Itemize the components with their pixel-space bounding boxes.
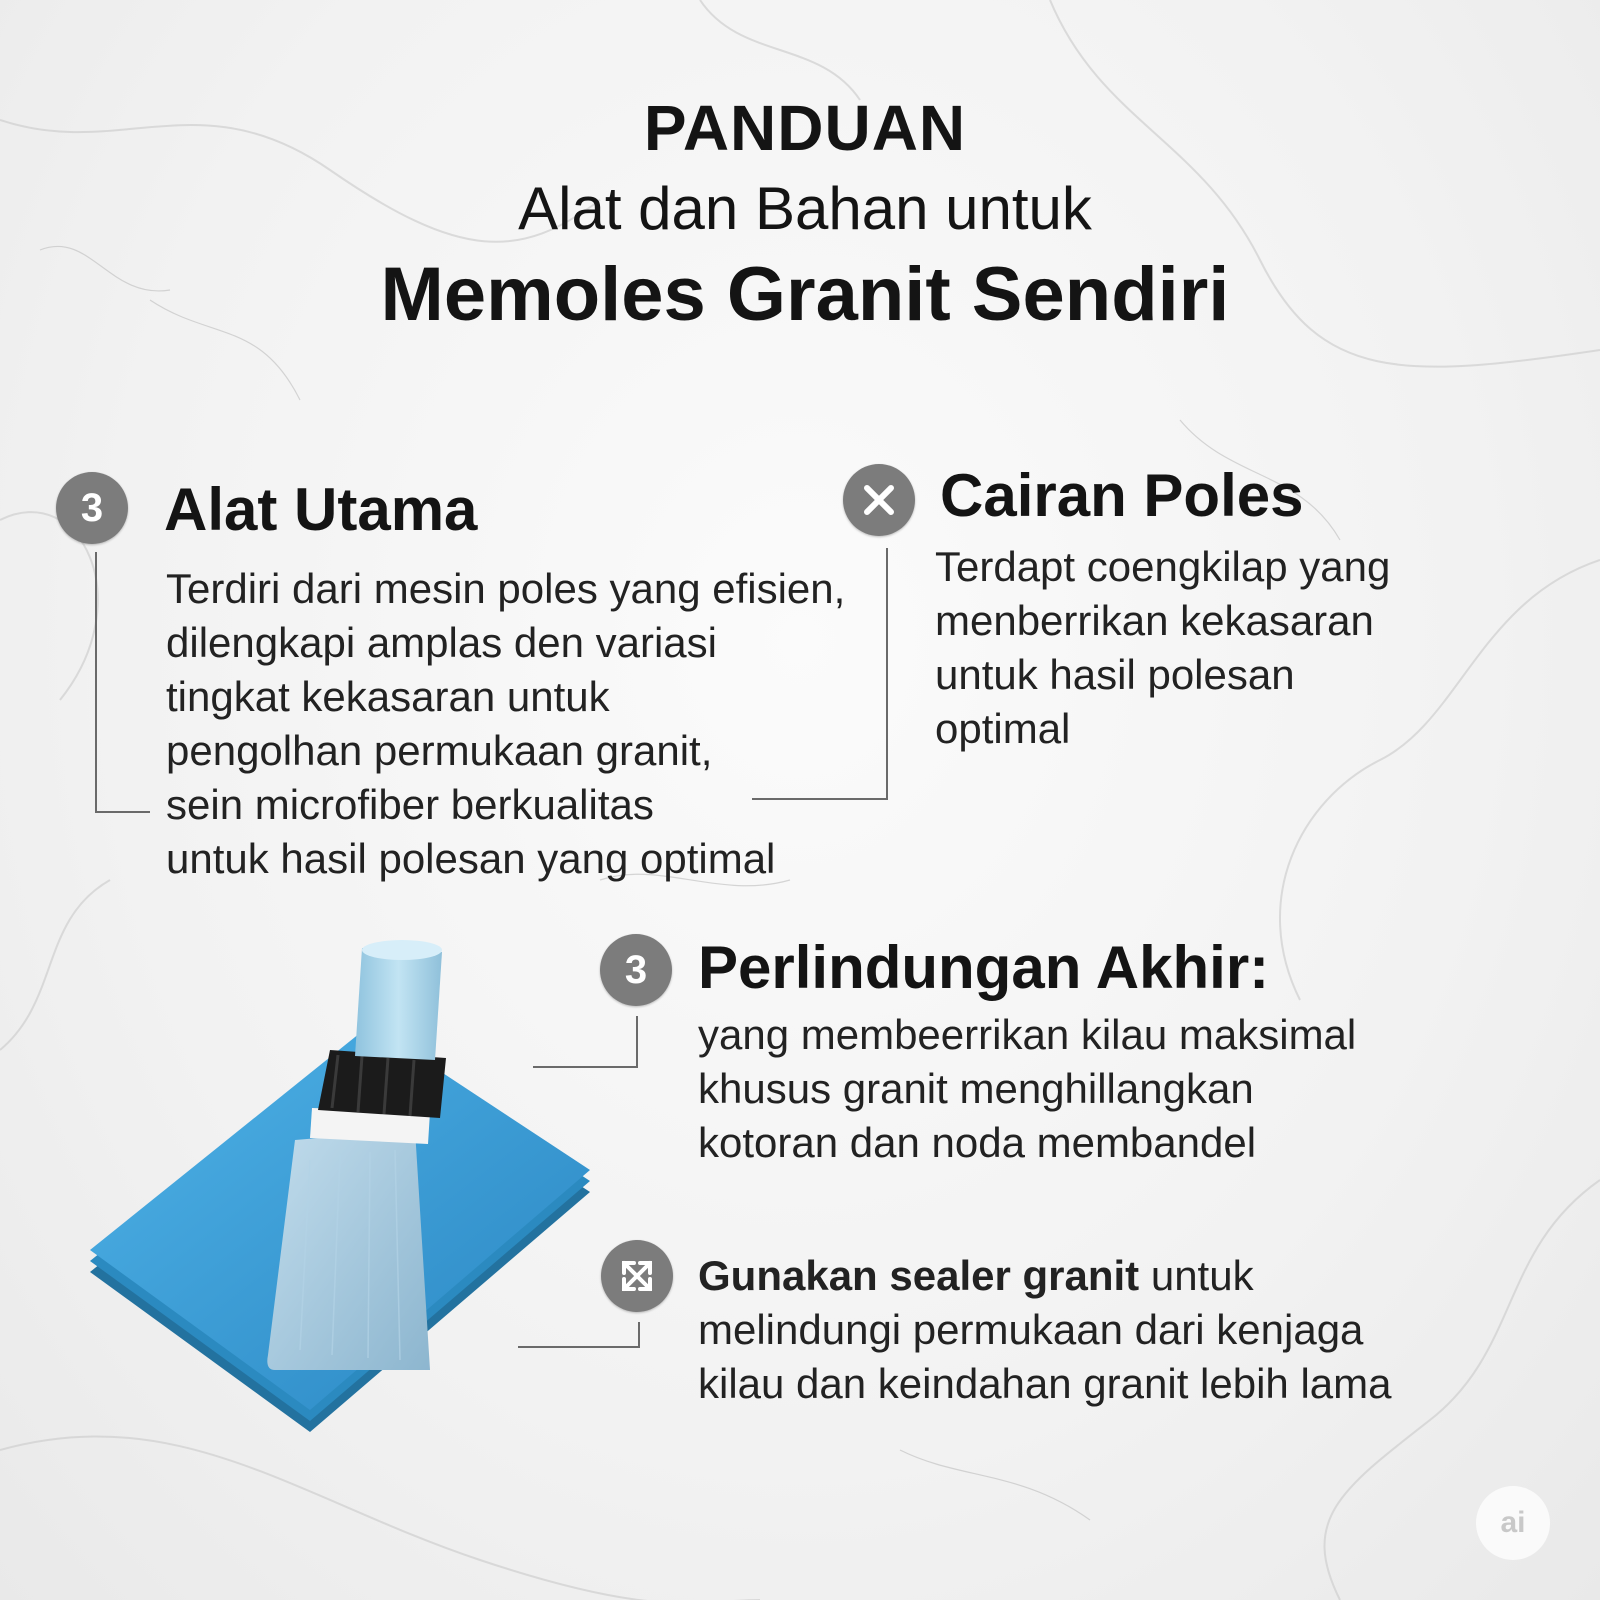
text-line-lead bbox=[698, 1249, 1391, 1303]
connector-line-alat-utama-h bbox=[95, 811, 150, 813]
text-line: Terdiri dari mesin poles yang efisien, bbox=[166, 565, 846, 612]
ai-watermark: ai bbox=[1476, 1486, 1550, 1560]
title-subtitle: Alat dan Bahan untuk bbox=[518, 175, 1092, 242]
close-x-glyph bbox=[859, 480, 899, 520]
connector-line-alat-utama bbox=[95, 552, 97, 813]
text-line: kilau dan keindahan granit lebih lama bbox=[698, 1360, 1392, 1407]
text-line: melindungi permukaan dari kenjaga bbox=[698, 1306, 1364, 1353]
expand-arrows-icon bbox=[601, 1240, 673, 1312]
text-line: yang membeerrikan kilau maksimal bbox=[698, 1011, 1357, 1058]
heading-perlindungan-akhir: Perlindungan Akhir: bbox=[698, 934, 1270, 1001]
connector-line-perlindungan bbox=[636, 1016, 638, 1068]
text-line: kotoran dan noda membandel bbox=[698, 1119, 1257, 1166]
text-line: khusus granit menghillangkan bbox=[698, 1065, 1254, 1112]
body-alat-utama bbox=[166, 562, 845, 886]
body-cairan-poles bbox=[935, 540, 1390, 756]
connector-line-cairan-poles-h bbox=[752, 798, 888, 800]
text-line: untuk hasil polesan yang optimal bbox=[166, 835, 776, 882]
text-line: menberrikan kekasaran bbox=[935, 597, 1374, 644]
text-line: dilengkapi amplas den variasi bbox=[166, 619, 717, 666]
connector-line-cairan-poles bbox=[886, 548, 888, 800]
title-block bbox=[0, 88, 1600, 340]
connector-line-perlindungan-h bbox=[533, 1066, 638, 1068]
body-perlindungan-akhir bbox=[698, 1008, 1356, 1170]
polishing-brush-and-cloth-image bbox=[70, 940, 610, 1440]
text-line: tingkat kekasaran untuk bbox=[166, 673, 610, 720]
text-line: pengolhan permukaan granit, bbox=[166, 727, 713, 774]
number-badge-alat-utama: 3 bbox=[56, 472, 128, 544]
close-x-icon bbox=[843, 464, 915, 536]
title-panduan: PANDUAN bbox=[643, 92, 967, 164]
heading-alat-utama: Alat Utama bbox=[164, 476, 478, 543]
sealer-bold-lead: Gunakan sealer granit bbox=[698, 1252, 1140, 1299]
number-badge-perlindungan-akhir: 3 bbox=[600, 934, 672, 1006]
title-main: Memoles Granit Sendiri bbox=[380, 252, 1230, 337]
body-sealer bbox=[698, 1249, 1391, 1411]
text-line: Terdapt coengkilap yang bbox=[935, 543, 1391, 590]
text-line: sein microfiber berkualitas bbox=[166, 781, 654, 828]
sealer-lead-rest: untuk bbox=[1139, 1252, 1254, 1299]
text-line: optimal bbox=[935, 705, 1071, 752]
text-line: untuk hasil polesan bbox=[935, 651, 1295, 698]
connector-line-sealer-h bbox=[518, 1346, 640, 1348]
expand-arrows-glyph bbox=[616, 1255, 658, 1297]
connector-line-sealer bbox=[638, 1322, 640, 1348]
heading-cairan-poles: Cairan Poles bbox=[940, 462, 1304, 529]
